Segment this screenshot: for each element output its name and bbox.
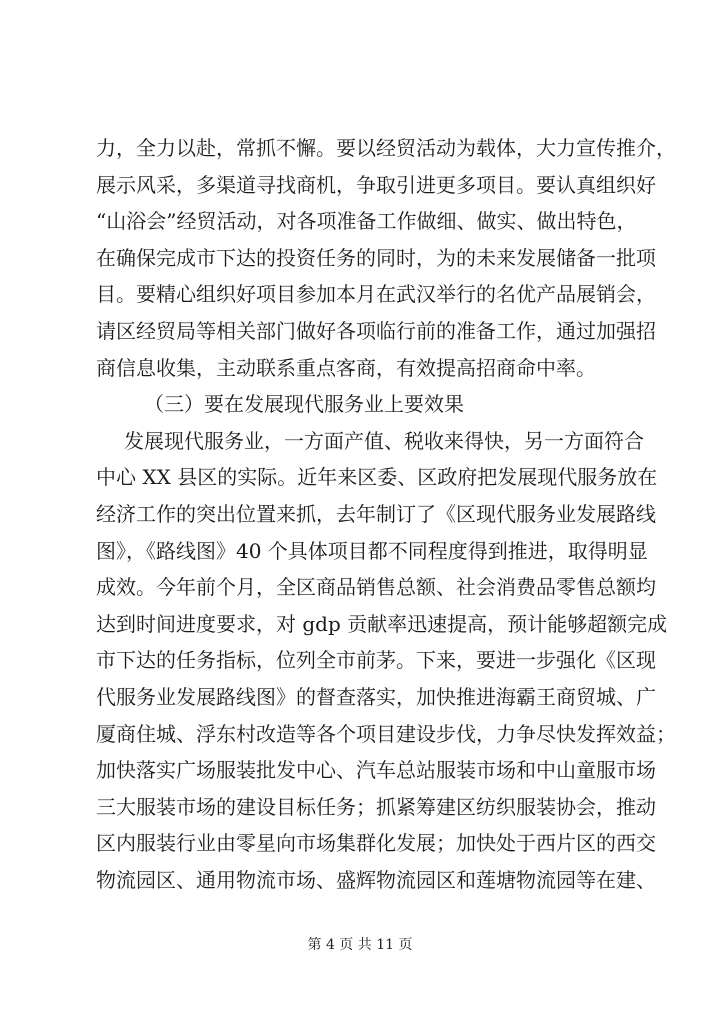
text-line: 区内服装行业由零星向市场集群化发展；加快处于西片区的西交 [96, 831, 656, 856]
text-line: 目。要精心组织好项目参加本月在武汉举行的名优产品展销会， [96, 282, 656, 307]
text-line: 图》，《路线图》40 个具体项目都不同程度得到推进，取得明显 [96, 538, 648, 563]
text-line: 展示风采，多渠道寻找商机，争取引进更多项目。要认真组织好 [96, 172, 656, 197]
page-number-footer: 第 4 页 共 11 页 [307, 937, 413, 953]
text-line: 三大服装市场的建设目标任务；抓紧筹建区纺织服装协会，推动 [96, 794, 656, 819]
text-line: 成效。今年前个月，全区商品销售总额、社会消费品零售总额均 [96, 575, 656, 600]
section-heading: （三）要在发展现代服务业上要效果 [144, 392, 464, 417]
document-body [96, 130, 676, 898]
text-line: 达到时间进度要求，对 gdp 贡献率迅速提高，预计能够超额完成 [96, 611, 668, 636]
text-line: 代服务业发展路线图》的督查落实，加快推进海霸王商贸城、广 [96, 684, 656, 709]
text-line: 中心 XX 县区的实际。近年来区委、区政府把发展现代服务放在 [96, 465, 658, 490]
paragraph-first-line: 发展现代服务业，一方面产值、税收来得快，另一方面符合 [124, 428, 644, 453]
text-line: 请区经贸局等相关部门做好各项临行前的准备工作，通过加强招 [96, 318, 656, 343]
text-line: “山浴会”经贸活动，对各项准备工作做细、做实、做出特色， [96, 209, 637, 234]
text-line: 市下达的任务指标，位列全市前茅。下来，要进一步强化《区现 [96, 648, 656, 673]
text-line: 物流园区、通用物流市场、盛辉物流园区和莲塘物流园等在建、 [96, 867, 656, 892]
text-line: 力，全力以赴，常抓不懈。要以经贸活动为载体，大力宣传推介， [96, 136, 676, 160]
text-line: 商信息收集，主动联系重点客商，有效提高招商命中率。 [96, 355, 596, 380]
text-line: 经济工作的突出位置来抓，去年制订了《区现代服务业发展路线 [96, 501, 656, 526]
text-line: 在确保完成市下达的投资任务的同时，为的未来发展储备一批项 [96, 245, 656, 270]
text-line: 厦商住城、浮东村改造等各个项目建设步伐，力争尽快发挥效益； [96, 721, 676, 746]
text-line: 加快落实广场服装批发中心、汽车总站服装市场和中山童服市场 [96, 758, 656, 783]
